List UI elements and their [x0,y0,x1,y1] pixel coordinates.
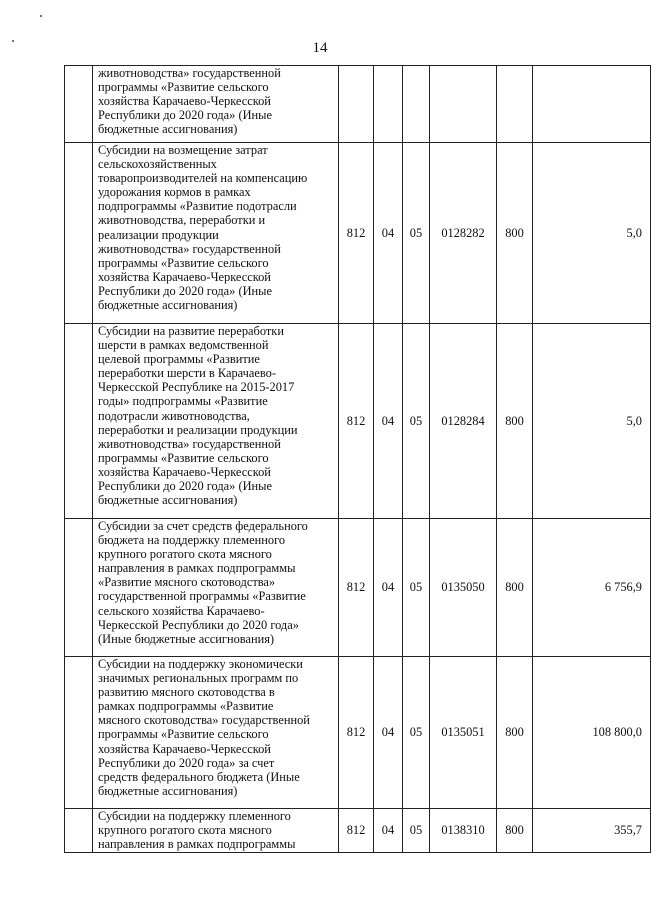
amount-cell: 5,0 [533,324,651,519]
budget-table-body [65,66,651,853]
item-name-line: «Развитие мясного скотоводства» [98,575,276,590]
table-row [65,519,651,657]
amount-cell [533,66,651,143]
amount-cell: 5,0 [533,143,651,324]
row-number-cell [65,809,93,853]
item-name-line: хозяйства Карачаево-Черкесской [98,94,271,109]
item-name-line: товаропроизводителей на компенсацию [98,171,308,186]
target-article-cell: 0138310 [430,809,497,853]
item-name-line: Республики до 2020 года» (Иные [98,479,272,494]
item-name-line: Субсидии на развитие переработки [98,324,284,338]
item-name-line: переработки и реализации продукции [98,422,298,437]
item-name-line: направления в рамках подпрограммы [98,837,296,852]
item-name-line: государственной программы «Развитие [98,589,306,604]
item-name-line: средств федерального бюджета (Иные [98,769,300,784]
item-name-line: целевой программы «Развитие [98,352,260,367]
item-name-line: подотрасли животноводства, [98,408,250,423]
target-article-cell: 0135050 [430,519,497,657]
item-name-line: Черкесской Республике на 2015-2017 [98,380,295,395]
item-name-line: программы «Развитие сельского [98,80,269,95]
expense-type-cell: 800 [497,143,533,324]
table-row [65,143,651,324]
amount-cell: 6 756,9 [533,519,651,657]
item-name-line: подпрограммы «Развитие подотрасли [98,199,297,214]
item-name-cell [93,657,339,809]
row-number-cell [65,66,93,143]
item-name-line: сельскохозяйственных [98,157,217,172]
item-name-line: развитию мясного скотоводства в [98,685,275,700]
section-code-cell [374,66,403,143]
item-name-line: переработки шерсти в Карачаево- [98,366,276,381]
expense-type-cell: 800 [497,324,533,519]
item-name-line: животноводства» государственной [98,436,281,451]
expense-type-cell: 800 [497,657,533,809]
table-row [65,809,651,853]
row-number-cell [65,519,93,657]
item-name-line: Субсидии на поддержку экономически [98,657,303,671]
subsection-code-cell [403,66,430,143]
item-name-line: Черкесской Республики до 2020 года» [98,617,299,632]
scan-speck [40,15,42,17]
amount-cell: 108 800,0 [533,657,651,809]
ministry-code-cell: 812 [339,657,374,809]
item-name-line: программы «Развитие сельского [98,727,269,742]
amount-cell: 355,7 [533,809,651,853]
item-name-line: бюджетные ассигнования) [98,783,238,798]
item-name-line: хозяйства Карачаево-Черкесской [98,741,271,756]
page-number: 14 [312,40,328,56]
item-name-line: сельского хозяйства Карачаево- [98,603,265,618]
item-name-cell [93,324,339,519]
target-article-cell: 0135051 [430,657,497,809]
item-name-line: бюджетные ассигнования) [98,298,238,313]
expense-type-cell: 800 [497,809,533,853]
target-article-cell: 0128284 [430,324,497,519]
item-name-line: (Иные бюджетные ассигнования) [98,631,275,646]
item-name-line: Субсидии за счет средств федерального [98,519,308,533]
target-article-cell [430,66,497,143]
section-code-cell: 04 [374,519,403,657]
item-name-line: бюджета на поддержку племенного [98,533,286,548]
row-number-cell [65,657,93,809]
item-name-line: значимых региональных программ по [98,671,299,686]
item-name-line: программы «Развитие сельского [98,255,269,270]
row-number-cell [65,143,93,324]
item-name-line: животноводства, переработки и [98,213,266,228]
section-code-cell: 04 [374,657,403,809]
item-name-line: хозяйства Карачаево-Черкесской [98,464,271,479]
expense-type-cell: 800 [497,519,533,657]
item-name-line: животноводства» государственной [98,241,281,256]
item-name-cell [93,66,339,143]
ministry-code-cell [339,66,374,143]
section-code-cell: 04 [374,143,403,324]
subsection-code-cell: 05 [403,809,430,853]
item-name-line: Республики до 2020 года» (Иные [98,283,272,298]
ministry-code-cell: 812 [339,324,374,519]
subsection-code-cell: 05 [403,324,430,519]
item-name-cell [93,519,339,657]
item-name-line: Республики до 2020 года» (Иные [98,108,272,123]
target-article-cell: 0128282 [430,143,497,324]
item-name-cell [93,809,339,853]
item-name-line: рамках подпрограммы «Развитие [98,699,274,714]
subsection-code-cell: 05 [403,657,430,809]
item-name-line: удорожания кормов в рамках [98,185,251,200]
item-name-line: реализации продукции [98,227,219,242]
item-name-line: крупного рогатого скота мясного [98,547,272,562]
item-name-line: крупного рогатого скота мясного [98,823,272,838]
section-code-cell: 04 [374,809,403,853]
item-name-line: мясного скотоводства» государственной [98,713,310,728]
item-name-line: Субсидии на поддержку племенного [98,809,291,823]
item-name-line: программы «Развитие сельского [98,450,269,465]
item-name-line: хозяйства Карачаево-Черкесской [98,269,271,284]
table-row [65,324,651,519]
expense-type-cell [497,66,533,143]
ministry-code-cell: 812 [339,809,374,853]
item-name-line: Республики до 2020 года» за счет [98,755,275,770]
table-row [65,657,651,809]
section-code-cell: 04 [374,324,403,519]
budget-table [64,65,651,853]
item-name-line: Субсидии на возмещение затрат [98,143,268,157]
ministry-code-cell: 812 [339,143,374,324]
subsection-code-cell: 05 [403,519,430,657]
item-name-line: животноводства» государственной [98,66,281,80]
table-row [65,66,651,143]
item-name-line: годы» подпрограммы «Развитие [98,394,268,409]
item-name-line: шерсти в рамках ведомственной [98,338,269,353]
subsection-code-cell: 05 [403,143,430,324]
item-name-line: направления в рамках подпрограммы [98,561,296,576]
ministry-code-cell: 812 [339,519,374,657]
item-name-cell [93,143,339,324]
item-name-line: бюджетные ассигнования) [98,493,238,508]
row-number-cell [65,324,93,519]
item-name-line: бюджетные ассигнования) [98,122,238,137]
